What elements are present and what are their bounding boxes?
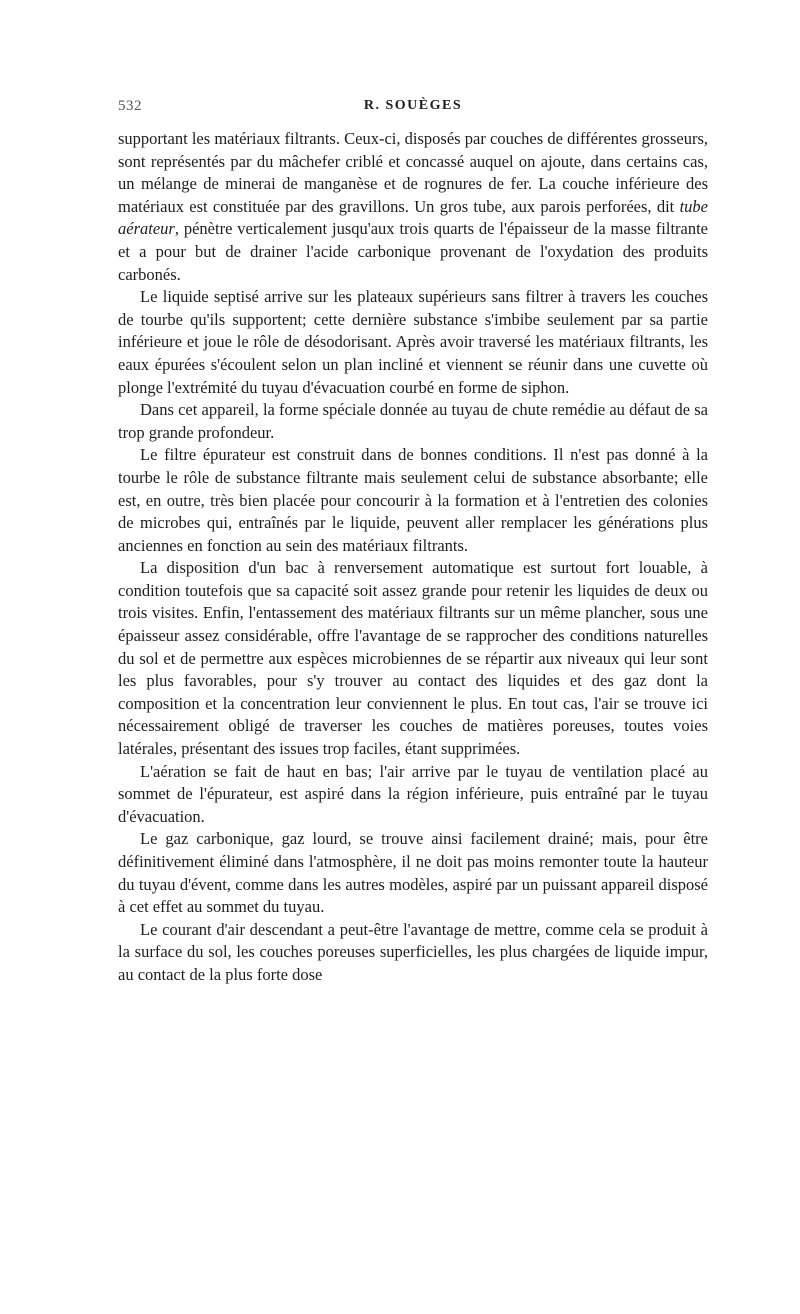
paragraph (118, 557, 708, 760)
text-run: La disposition d'un bac à renversement automatique est surtout fort louable, à condition toutefois que sa capacité soit assez grande pour retenir les liquides de deux ou trois visites. Enfin, l'entassement des matériaux filtrants sur un même plancher, sous une épaisseur assez considérable, offre l'avantage de se rapprocher des conditions naturelles du sol et de permettre aux espèces microbiennes de se répartir aux niveaux qui leur sont les plus favorables, pour s'y trouver au contact des liquides et des gaz dont la composition et la concentration leur conviennent le plus. En tout cas, l'air se trouve ici nécessairement obligé de traverser les couches de matières poreuses, toutes voies latérales, présentant des issues trop faciles, étant supprimées. (118, 558, 708, 759)
paragraph (118, 444, 708, 557)
text-run: , pénètre verticalement jusqu'aux trois quarts de l'épaisseur de la masse filtrante et a pour but de drainer l'acide carbonique provenant de l'oxydation des produits carbonés. (118, 219, 708, 284)
body-text (118, 128, 708, 987)
text-run: Le liquide septisé arrive sur les plateaux supérieurs sans filtrer à travers les couches de tourbe qu'ils supportent; cette dernière substance s'imbibe seulement par sa partie inférieure et joue le rôle de désodorisant. Après avoir traversé les matériaux filtrants, les eaux épurées s'écoulent selon un plan incliné et viennent se réunir dans une cuvette où plonge l'extrémité du tuyau d'évacuation courbé en forme de siphon. (118, 287, 708, 397)
paragraph (118, 399, 708, 444)
text-run: Le filtre épurateur est construit dans de bonnes conditions. Il n'est pas donné à la tourbe le rôle de substance filtrante mais seulement celui de substance absorbante; elle est, en outre, très bien placée pour concourir à la formation et à l'entretien des colonies de microbes qui, entraînés par le liquide, peuvent aller remplacer les générations plus anciennes en fonction au sein des matériaux filtrants. (118, 445, 708, 555)
paragraph (118, 828, 708, 918)
text-run: Le gaz carbonique, gaz lourd, se trouve ainsi facilement drainé; mais, pour être définitivement éliminé dans l'atmosphère, il ne doit pas moins remonter toute la hauteur du tuyau d'évent, comme dans les autres modèles, aspiré par un puissant appareil disposé à cet effet au sommet du tuyau. (118, 829, 708, 917)
paragraph (118, 919, 708, 987)
italic-term: tube aérateur (118, 196, 708, 239)
paragraph (118, 128, 708, 286)
text-run: Le courant d'air descendant a peut-être l'avantage de mettre, comme cela se produit à la surface du sol, les couches poreuses superficielles, les plus chargées de liquide impur, au contact de la plus forte dose (118, 919, 708, 984)
text-run: Dans cet appareil, la forme spéciale donnée au tuyau de chute remédie au défaut de sa trop grande profondeur. (118, 400, 708, 442)
text-run: L'aération se fait de haut en bas; l'air arrive par le tuyau de ventilation placé au sommet de l'épurateur, est aspiré dans la région inférieure, puis entraîné par le tuyau d'évacuation. (118, 761, 708, 826)
paragraph (118, 286, 708, 399)
page-number: 532 (118, 98, 142, 114)
paragraph (118, 761, 708, 829)
text-run: supportant les matériaux filtrants. Ceux-ci, disposés par couches de différentes grosseurs, sont représentés par du mâchefer criblé et concassé auquel on ajoute, dans certains cas, un mélange de minerai de manganèse et de rognures de fer. La couche inférieure des matériaux est constituée par des gravillons. Un gros tube, aux parois perforées, dit (118, 129, 708, 216)
running-head: R. SOUÈGES (363, 98, 463, 113)
page-header (118, 98, 708, 122)
